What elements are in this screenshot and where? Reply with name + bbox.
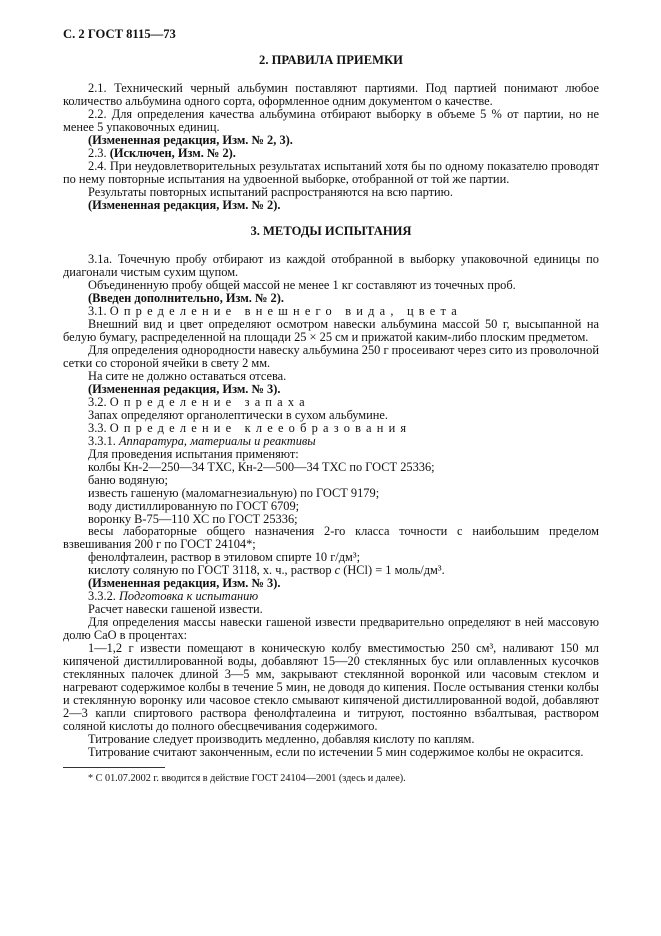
paragraph-text: Запах определяют органолептически в сухом альбумине. [88, 407, 389, 422]
paragraph-text: 2.2. Для определения качества альбумина отбирают выборку в объеме 5 % от партии, но не менее 5 упаковочных единиц. [63, 106, 599, 134]
italic-text: c [334, 563, 341, 578]
section-heading: 3. МЕТОДЫ ИСПЫТАНИЯ [250, 224, 412, 239]
paragraph-text: весы лабораторные общего назначения 2-го класса точности с наибольшим пределом взвешивания 200 г по ГОСТ 24104*; [63, 524, 599, 552]
paragraph-text: воронку В-75—110 ХС по ГОСТ 25336; [88, 511, 298, 526]
italic-text: Аппаратура, материалы и реактивы [118, 433, 316, 448]
paragraph [63, 108, 599, 134]
amendment-note: (Измененная редакция, Изм. № 3). [88, 576, 281, 591]
footnote: * С 01.07.2002 г. вводится в действие ГОСТ 24104—2001 (здесь и далее). [88, 772, 406, 784]
italic-text: Подготовка к испытанию [118, 589, 259, 604]
amendment-note: (Введен дополнительно, Изм. № 2). [88, 291, 284, 306]
paragraph [63, 82, 599, 108]
running-header: С. 2 ГОСТ 8115—73 [63, 27, 176, 41]
paragraph-text: Титрование следует производить медленно, добавляя кислоту по каплям. [88, 731, 475, 746]
subsection-title: Определение запаха [109, 394, 310, 409]
amendment-note: (Исключен, Изм. № 2). [109, 145, 236, 160]
paragraph-text: Для определения однородности навеску альбумина 250 г просеивают через сито из проволочной сетки со стороной ячейки в свету 2 мм. [63, 343, 599, 371]
section-heading: 2. ПРАВИЛА ПРИЕМКИ [259, 53, 403, 67]
paragraph-text: На сите не должно оставаться отсева. [88, 369, 287, 384]
paragraph-text: 3.1а. Точечную пробу отбирают из каждой отобранной в выборку упаковочной единицы по диагонали чистым сухим щупом. [63, 252, 599, 280]
paragraph-text: Объединенную пробу общей массой не менее 1 кг составляют из точечных проб. [88, 278, 516, 293]
paragraph-text: 3.2. [88, 394, 110, 409]
paragraph-text: Титрование считают законченным, если по истечении 5 мин содержимое колбы не окрасится. [88, 744, 584, 759]
paragraph [63, 642, 599, 733]
document-body [63, 54, 599, 759]
paragraph-text: 3.3.1. [88, 433, 119, 448]
subsection-title: Определение клееобразования [109, 420, 412, 435]
paragraph-text: 1—1,2 г извести помещают в коническую колбу вместимостью 250 см³, наливают 150 мл кипяченой дистиллированной воды, добавляют 15—20 стеклянных бус или оплавленных кусочков стеклянных палочек длиной 3—5 мм, закрывают стеклянной воронкой или часовым стеклом и нагревают содержимое колбы в течение 5 мин, не доводя до кипения. После остывания стенки колбы и стеклянную воронку или часовое стекло смывают кипяченой дистиллированной водой, добавляют 2—3 капли спиртового раствора фенолфталеина и титруют, постоянно взбалтывая, раствором соляной кислоты до полного обесцвечивания содержимого. [63, 641, 599, 733]
paragraph-text: (HCl) = 1 моль/дм³. [340, 563, 445, 578]
paragraph [63, 160, 599, 186]
paragraph-text: Для проведения испытания применяют: [88, 446, 299, 461]
paragraph-text: Для определения массы навески гашеной извести предварительно определяют в ней массовую долю СаО в процентах: [63, 615, 599, 643]
paragraph-text: баню водяную; [88, 472, 168, 487]
paragraph-text: фенолфталеин, раствор в этиловом спирте 10 г/дм³; [88, 550, 361, 565]
amendment-note: (Измененная редакция, Изм. № 2). [88, 197, 281, 212]
paragraph-text: 2.3. [88, 145, 110, 160]
paragraph-text: колбы Кн-2—250—34 ТХС, Кн-2—500—34 ТХС по ГОСТ 25336; [88, 459, 435, 474]
paragraph [63, 318, 599, 344]
footnote-divider [63, 767, 165, 768]
paragraph-text: 2.4. При неудовлетворительных результатах испытаний хотя бы по одному показателю проводят по нему повторные испытания на удвоенной выборке, отобранной от той же партии. [63, 158, 599, 186]
paragraph [63, 746, 599, 759]
paragraph-text: 3.1. [88, 304, 110, 319]
paragraph-text: 3.3. [88, 420, 110, 435]
amendment-note: (Измененная редакция, Изм. № 3). [88, 381, 281, 396]
paragraph-text: Внешний вид и цвет определяют осмотром навески альбумина массой 50 г, высыпанной на белую бумагу, распределенной на площади 25 × 25 см и прижатой каким-либо плоским предметом. [63, 317, 599, 345]
subsection-title: Определение внешнего вида, цвета [109, 304, 462, 319]
paragraph-text: известь гашеную (маломагнезиальную) по ГОСТ 9179; [88, 485, 380, 500]
paragraph [63, 253, 599, 279]
paragraph-text: Расчет навески гашеной извести. [88, 602, 263, 617]
paragraph [63, 616, 599, 642]
paragraph-text: Результаты повторных испытаний распространяются на всю партию. [88, 184, 454, 199]
paragraph-text: 3.3.2. [88, 589, 119, 604]
paragraph-text: 2.1. Технический черный альбумин поставляют партиями. Под партией понимают любое количество альбумина одного сорта, оформленное одним документом о качестве. [63, 80, 599, 108]
paragraph-text: кислоту соляную по ГОСТ 3118, х. ч., раствор [88, 563, 335, 578]
paragraph [63, 344, 599, 370]
paragraph-text: воду дистиллированную по ГОСТ 6709; [88, 498, 300, 513]
paragraph [63, 525, 599, 551]
paragraph [63, 199, 599, 212]
document-page [63, 28, 599, 786]
amendment-note: (Измененная редакция, Изм. № 2, 3). [88, 132, 293, 147]
